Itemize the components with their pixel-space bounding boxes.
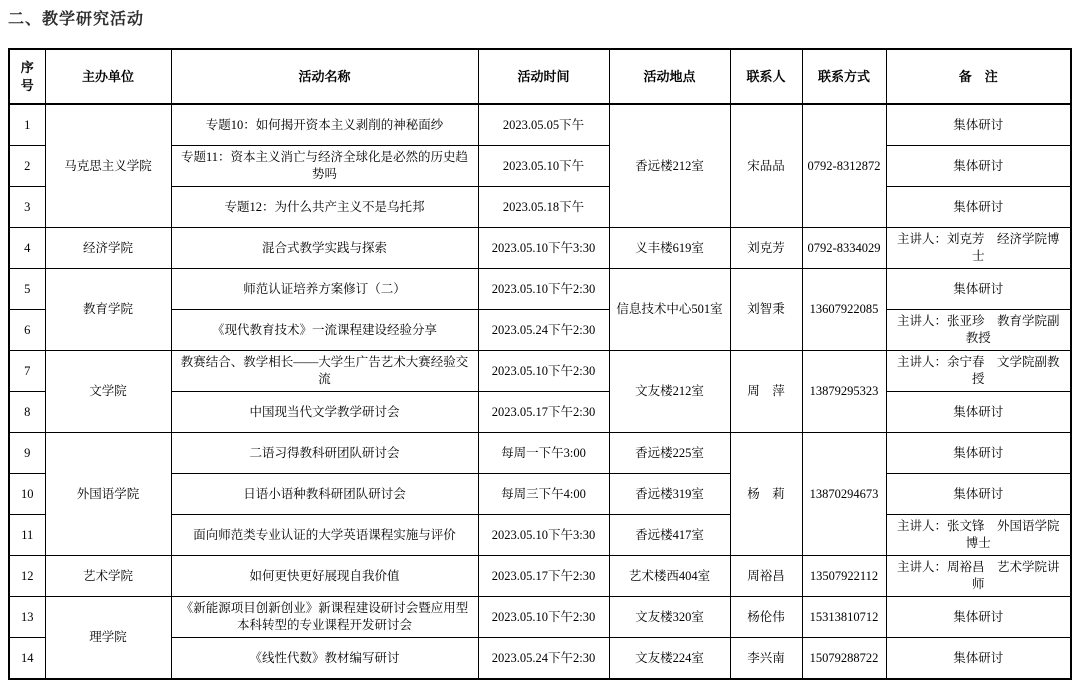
cell-remark: 集体研讨 — [886, 597, 1071, 638]
cell-organizer: 马克思主义学院 — [45, 104, 171, 228]
cell-activity-name: 二语习得教科研团队研讨会 — [171, 433, 478, 474]
table-row — [9, 556, 1071, 597]
cell-phone: 0792-8312872 — [802, 104, 886, 228]
cell-activity-name: 《现代教育技术》一流课程建设经验分享 — [171, 310, 478, 351]
cell-activity-time: 2023.05.05下午 — [478, 104, 609, 146]
cell-no: 2 — [9, 146, 45, 187]
cell-no: 11 — [9, 515, 45, 556]
cell-activity-location: 香远楼319室 — [609, 474, 730, 515]
header-contact: 联系人 — [730, 49, 802, 104]
cell-activity-name: 师范认证培养方案修订（二） — [171, 269, 478, 310]
cell-organizer: 理学院 — [45, 597, 171, 680]
cell-activity-name: 混合式教学实践与探索 — [171, 228, 478, 269]
cell-activity-name: 如何更快更好展现自我价值 — [171, 556, 478, 597]
cell-organizer: 艺术学院 — [45, 556, 171, 597]
cell-contact: 宋品品 — [730, 104, 802, 228]
cell-no: 5 — [9, 269, 45, 310]
cell-activity-name: 面向师范类专业认证的大学英语课程实施与评价 — [171, 515, 478, 556]
table-row — [9, 597, 1071, 638]
cell-activity-time: 2023.05.10下午2:30 — [478, 351, 609, 392]
cell-activity-name: 专题10：如何揭开资本主义剥削的神秘面纱 — [171, 104, 478, 146]
cell-no: 9 — [9, 433, 45, 474]
cell-activity-location: 文友楼320室 — [609, 597, 730, 638]
cell-remark: 集体研讨 — [886, 392, 1071, 433]
header-organizer: 主办单位 — [45, 49, 171, 104]
cell-no: 6 — [9, 310, 45, 351]
header-row — [9, 49, 1071, 104]
cell-activity-time: 2023.05.10下午3:30 — [478, 515, 609, 556]
cell-remark: 主讲人：周裕昌 艺术学院讲师 — [886, 556, 1071, 597]
cell-activity-time: 2023.05.17下午2:30 — [478, 556, 609, 597]
cell-activity-name: 专题12：为什么共产主义不是乌托邦 — [171, 187, 478, 228]
table-row — [9, 433, 1071, 474]
cell-contact: 杨伦伟 — [730, 597, 802, 638]
cell-contact: 刘智秉 — [730, 269, 802, 351]
cell-activity-name: 中国现当代文学教学研讨会 — [171, 392, 478, 433]
cell-activity-name: 日语小语种教科研团队研讨会 — [171, 474, 478, 515]
cell-activity-name: 《新能源项目创新创业》新课程建设研讨会暨应用型本科转型的专业课程开发研讨会 — [171, 597, 478, 638]
cell-activity-time: 2023.05.24下午2:30 — [478, 310, 609, 351]
header-no: 序号 — [9, 49, 45, 104]
table-row — [9, 228, 1071, 269]
cell-contact: 李兴南 — [730, 638, 802, 680]
cell-no: 3 — [9, 187, 45, 228]
cell-remark: 集体研讨 — [886, 146, 1071, 187]
cell-phone: 13507922112 — [802, 556, 886, 597]
cell-activity-time: 2023.05.24下午2:30 — [478, 638, 609, 680]
cell-activity-location: 信息技术中心501室 — [609, 269, 730, 351]
cell-remark: 集体研讨 — [886, 104, 1071, 146]
cell-phone: 15079288722 — [802, 638, 886, 680]
cell-activity-location: 文友楼224室 — [609, 638, 730, 680]
cell-no: 7 — [9, 351, 45, 392]
cell-phone: 13870294673 — [802, 433, 886, 556]
header-activity-name: 活动名称 — [171, 49, 478, 104]
cell-activity-time: 2023.05.10下午3:30 — [478, 228, 609, 269]
table-body — [9, 104, 1071, 679]
cell-remark: 集体研讨 — [886, 433, 1071, 474]
cell-contact: 周 萍 — [730, 351, 802, 433]
cell-activity-location: 艺术楼西404室 — [609, 556, 730, 597]
cell-activity-name: 专题11：资本主义消亡与经济全球化是必然的历史趋势吗 — [171, 146, 478, 187]
cell-organizer: 经济学院 — [45, 228, 171, 269]
cell-no: 8 — [9, 392, 45, 433]
table-row — [9, 269, 1071, 310]
cell-organizer: 外国语学院 — [45, 433, 171, 556]
table-header — [9, 49, 1071, 104]
cell-no: 1 — [9, 104, 45, 146]
cell-remark: 主讲人：刘克芳 经济学院博士 — [886, 228, 1071, 269]
cell-no: 4 — [9, 228, 45, 269]
cell-organizer: 教育学院 — [45, 269, 171, 351]
cell-phone: 13607922085 — [802, 269, 886, 351]
cell-contact: 刘克芳 — [730, 228, 802, 269]
cell-remark: 主讲人：张亚珍 教育学院副教授 — [886, 310, 1071, 351]
cell-organizer: 文学院 — [45, 351, 171, 433]
cell-remark: 集体研讨 — [886, 638, 1071, 680]
cell-activity-name: 教赛结合、教学相长——大学生广告艺术大赛经验交流 — [171, 351, 478, 392]
cell-remark: 主讲人：张文锋 外国语学院博士 — [886, 515, 1071, 556]
cell-phone: 15313810712 — [802, 597, 886, 638]
cell-activity-location: 香远楼212室 — [609, 104, 730, 228]
cell-activity-time: 2023.05.10下午 — [478, 146, 609, 187]
cell-remark: 集体研讨 — [886, 269, 1071, 310]
cell-activity-location: 香远楼417室 — [609, 515, 730, 556]
cell-activity-location: 文友楼212室 — [609, 351, 730, 433]
cell-no: 12 — [9, 556, 45, 597]
table-row — [9, 104, 1071, 146]
activity-table — [8, 48, 1072, 680]
cell-phone: 13879295323 — [802, 351, 886, 433]
header-phone: 联系方式 — [802, 49, 886, 104]
cell-no: 14 — [9, 638, 45, 680]
cell-activity-time: 每周三下午4:00 — [478, 474, 609, 515]
cell-no: 13 — [9, 597, 45, 638]
cell-activity-time: 2023.05.10下午2:30 — [478, 597, 609, 638]
table-row — [9, 351, 1071, 392]
cell-contact: 周裕昌 — [730, 556, 802, 597]
cell-activity-time: 每周一下午3:00 — [478, 433, 609, 474]
cell-remark: 集体研讨 — [886, 187, 1071, 228]
cell-activity-location: 香远楼225室 — [609, 433, 730, 474]
cell-no: 10 — [9, 474, 45, 515]
cell-remark: 集体研讨 — [886, 474, 1071, 515]
cell-remark: 主讲人：余宁春 文学院副教授 — [886, 351, 1071, 392]
header-remark: 备 注 — [886, 49, 1071, 104]
cell-activity-time: 2023.05.10下午2:30 — [478, 269, 609, 310]
cell-activity-time: 2023.05.18下午 — [478, 187, 609, 228]
header-activity-location: 活动地点 — [609, 49, 730, 104]
cell-phone: 0792-8334029 — [802, 228, 886, 269]
page-title: 二、教学研究活动 — [8, 11, 145, 28]
cell-activity-location: 义丰楼619室 — [609, 228, 730, 269]
cell-activity-name: 《线性代数》教材编写研讨 — [171, 638, 478, 680]
cell-activity-time: 2023.05.17下午2:30 — [478, 392, 609, 433]
cell-contact: 杨 莉 — [730, 433, 802, 556]
header-activity-time: 活动时间 — [478, 49, 609, 104]
